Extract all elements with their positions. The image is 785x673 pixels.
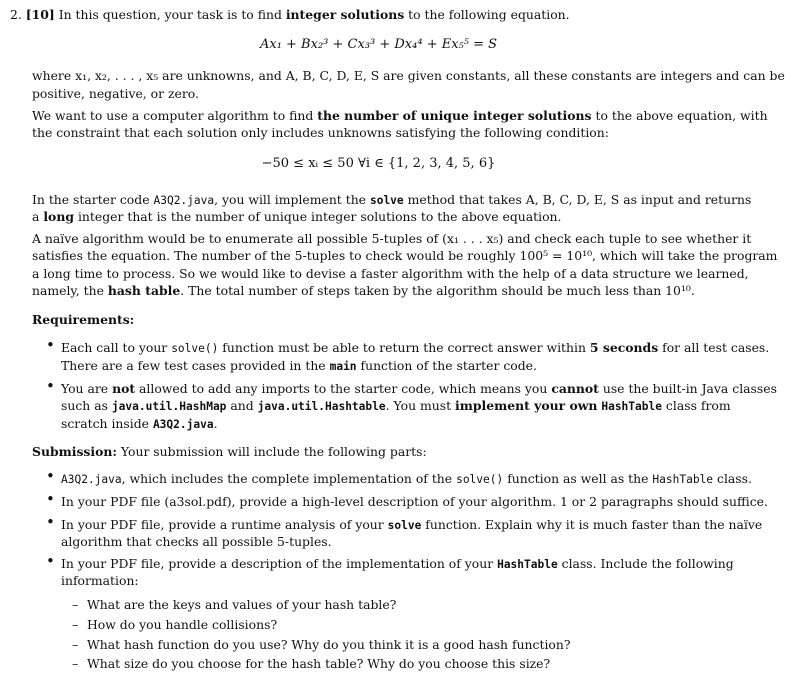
sub-item: What are the keys and values of your hash table?	[87, 597, 397, 612]
requirement-2-line-3: scratch inside A3Q2.java.	[61, 416, 218, 431]
submission-item-2: In your PDF file (a3sol.pdf), provide a high-level description of your algorithm. 1 or 2 paragraphs should suffice.	[61, 494, 768, 509]
requirement-1-line-1: Each call to your solve() function must be able to return the correct answer within 5 seconds for all test cases.	[61, 340, 770, 355]
dash-icon: –	[72, 637, 79, 652]
naive-line-3: a long time to process. So we would like to devise a faster algorithm with the help of a data structure we learned,	[32, 266, 749, 281]
submission-item-4-line-2: information:	[61, 573, 139, 588]
submission-heading: Submission: Your submission will include the following parts:	[32, 444, 427, 459]
naive-line-1: A naïve algorithm would be to enumerate all possible 5-tuples of (x₁ . . . x₅) and check each tuple to see whether it	[32, 231, 752, 246]
dash-icon: –	[72, 597, 79, 612]
bullet-icon: •	[46, 336, 55, 354]
requirement-1-line-2: There are a few test cases provided in the main function of the starter code.	[61, 358, 537, 373]
goal-line-1: We want to use a computer algorithm to find the number of unique integer solutions to the above equation, with	[32, 108, 768, 123]
sub-item: What hash function do you use? Why do you think it is a good hash function?	[87, 637, 571, 652]
sub-item: How do you handle collisions?	[87, 617, 278, 632]
submission-item-4-line-1: In your PDF file, provide a description of the implementation of your HashTable class. Include the following	[61, 556, 734, 571]
starter-file: A3Q2.java	[153, 194, 215, 207]
constraint: −50 ≤ xᵢ ≤ 50 ∀i ∈ {1, 2, 3, 4, 5, 6}	[261, 156, 496, 171]
dash-icon: –	[72, 656, 79, 671]
where-line-2: positive, negative, or zero.	[32, 86, 199, 101]
question-intro: 2. [10] In this question, your task is to find integer solutions to the following equation.	[10, 7, 570, 22]
bullet-icon: •	[46, 552, 55, 570]
requirements-heading: Requirements:	[32, 312, 135, 327]
where-line-1: where x₁, x₂, . . . , x₅ are unknowns, and A, B, C, D, E, S are given constants, all these constants are integers and can be	[32, 68, 785, 83]
bullet-icon: •	[46, 467, 55, 485]
question-points: [10]	[25, 7, 55, 22]
question-number: 2.	[10, 7, 22, 22]
starter-line-1: In the starter code A3Q2.java, you will implement the solve method that takes A, B, C, D, E, S as input and returns	[32, 192, 752, 207]
requirement-2-line-2: such as java.util.HashMap and java.util.Hashtable. You must implement your own HashTable class from	[61, 398, 731, 413]
dash-icon: –	[72, 617, 79, 632]
bullet-icon: •	[46, 377, 55, 395]
sub-item: What size do you choose for the hash table? Why do you choose this size?	[87, 656, 551, 671]
equation: Ax₁ + Bx₂³ + Cx₃³ + Dx₄⁴ + Ex₅⁵ = S	[259, 37, 498, 52]
naive-line-2: satisfies the equation. The number of the 5-tuples to check would be roughly 100⁵ = 10¹⁰, which will take the program	[32, 248, 778, 263]
requirement-2-line-1: You are not allowed to add any imports to the starter code, which means you cannot use the built-in Java classes	[61, 381, 777, 396]
bullet-icon: •	[46, 513, 55, 531]
goal-line-2: the constraint that each solution only includes unknowns satisfying the following condition:	[32, 125, 609, 140]
submission-item-3-line-1: In your PDF file, provide a runtime analysis of your solve function. Explain why it is much faster than the naïve	[61, 517, 763, 532]
submission-item-1: A3Q2.java, which includes the complete implementation of the solve() function as well as the HashTable class.	[61, 471, 752, 486]
naive-line-4: namely, the hash table. The total number of steps taken by the algorithm should be much less than 10¹⁰.	[32, 283, 695, 298]
submission-item-3-line-2: algorithm that checks all possible 5-tuples.	[61, 534, 332, 549]
starter-line-2: a long integer that is the number of unique integer solutions to the above equation.	[32, 209, 562, 224]
bullet-icon: •	[46, 490, 55, 508]
